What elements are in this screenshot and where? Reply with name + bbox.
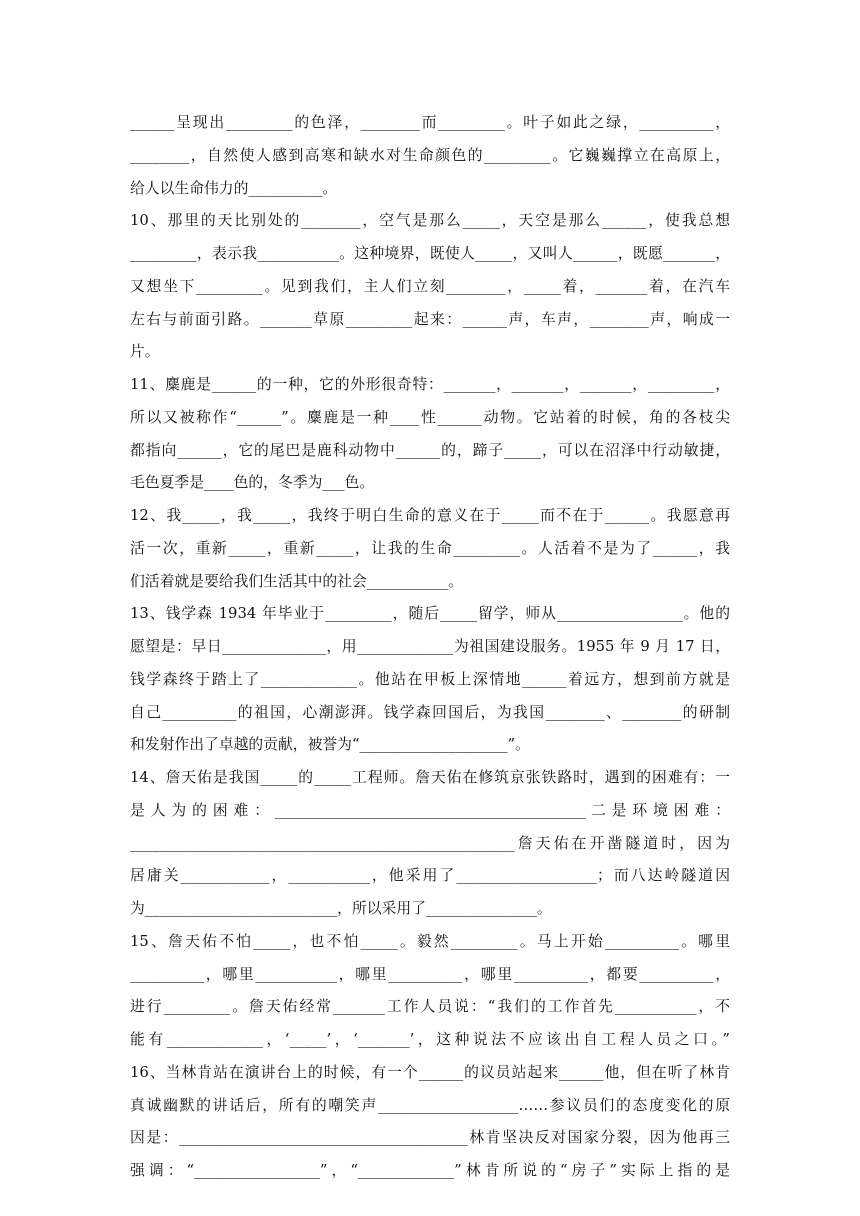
text-line: ______呈现出_________的色泽，________而_________。叶子如此之绿，__________， <box>130 114 730 131</box>
text-line: 愿望是：早日______________，用_____________为祖国建设服务。1955 年 9 月 17 日， <box>130 638 730 655</box>
question-13-line: 13、钱学森 1934 年毕业于_________，随后_____留学，师从_________________。他的 <box>130 605 730 623</box>
question-16-line: 16、当林肯站在演讲台上的时候，有一个______的议员站起来______他，但在听了林肯 <box>130 1063 730 1081</box>
text-line: ________，自然使人感到高寒和缺水对生命颜色的_________。它巍巍撑立在高原上， <box>130 146 730 164</box>
text-line: 所以又被称作“______”。麋鹿是一种____性______动物。它站着的时候，角的各枝尖 <box>130 408 730 426</box>
text-line: 和发射作出了卓越的贡献，被誉为“____________________”。 <box>130 736 530 754</box>
question-10-line: 10、那里的天比别处的________，空气是那么_____，天空是那么______，使我总想 <box>130 212 730 230</box>
text-line: _________，表示我___________。这种境界，既使人_____，又叫人______，既愿_______， <box>130 245 730 262</box>
text-line: 们活着就是要给我们生活其中的社会___________。 <box>130 572 463 590</box>
text-line: 毛色夏季是____色的，冬季为___色。 <box>130 474 375 492</box>
text-line: 真诚幽默的讲话后，所有的嘲笑声___________________……参议员们的态度变化的原 <box>130 1096 730 1114</box>
text-line: 都指向______，它的尾巴是鹿科动物中______的，蹄子_____，可以在沼泽中行动敏捷， <box>130 441 730 459</box>
text-line: 自己__________的祖国，心潮澎湃。钱学森回国后，为我国________、________的研制 <box>130 703 730 721</box>
text-line: 居庸关____________，___________，他采用了___________________；而八达岭隧道因 <box>130 867 730 885</box>
text-line: 为__________________________，所以采用了_______________。 <box>130 900 552 917</box>
text-line: 因是：_______________________________________林肯坚决反对国家分裂，因为他再三 <box>130 1129 730 1147</box>
text-line: 进行_________。詹天佑经常_______工作人员说：“我们的工作首先___________，不 <box>130 998 730 1016</box>
text-line: 给人以生命伟力的__________。 <box>130 179 338 197</box>
text-line: 片。 <box>130 343 160 361</box>
worksheet-page <box>130 107 730 1188</box>
question-11-line: 11、麋鹿是______的一种，它的外形很奇特：_______，_______，_______，_________， <box>130 376 730 393</box>
text-line: 是 人 为 的 困 难 ： __________________________________________ 二 是 环 境 困 难 ： <box>130 801 730 819</box>
text-line: 钱学森终于踏上了_____________。他站在甲板上深情地______着远方，想到前方就是 <box>130 670 730 688</box>
question-12-line: 12、我_____，我_____，我终于明白生命的意义在于_____而不在于______。我愿意再 <box>130 507 730 524</box>
question-15-line: 15、詹天佑不怕_____，也不怕_____。毅然_________。马上开始__________。哪里 <box>130 932 730 950</box>
text-line: 强调：“_________________”，“_____________”林肯所说的“房子”实际上指的是 <box>130 1162 730 1179</box>
text-line: 能有_____________，‘_____’，‘_______’，这种说法不应该出自工程人员之口。” <box>130 1031 730 1048</box>
question-14-line: 14、詹天佑是我国_____的_____工程师。詹天佑在修筑京张铁路时，遇到的困难有：一 <box>130 769 730 786</box>
text-line: ____________________________________________________詹天佑在开凿隧道时，因为 <box>130 834 730 852</box>
text-line: 左右与前面引路。_______草原_________起来：______声，车声，________声，响成一 <box>130 310 730 328</box>
text-line: __________，哪里___________，哪里__________，哪里__________，都要__________， <box>130 965 730 983</box>
text-line: 又想坐下_________。见到我们，主人们立刻________，_____着，_______着，在汽车 <box>130 277 730 295</box>
text-line: 活一次，重新_____，重新_____，让我的生命_________。人活着不是为了______，我 <box>130 539 730 557</box>
